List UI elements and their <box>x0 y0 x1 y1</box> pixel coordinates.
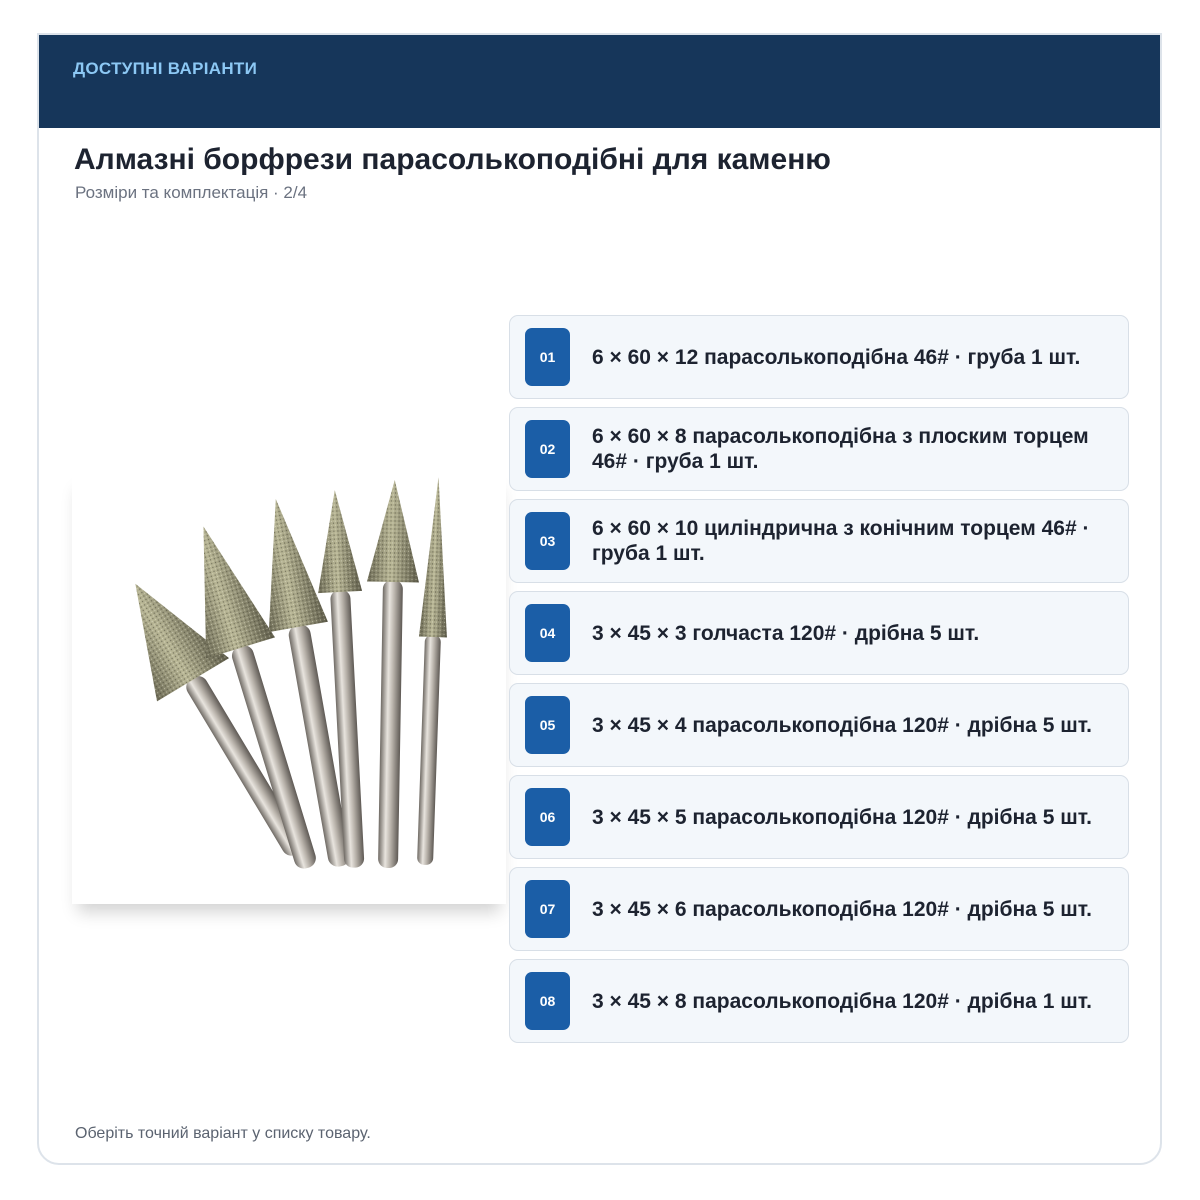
variant-number-badge: 05 <box>525 696 570 754</box>
variant-item-07[interactable] <box>509 867 1129 951</box>
variant-item-01[interactable] <box>509 315 1129 399</box>
variant-item-02[interactable] <box>509 407 1129 491</box>
variant-label: 3 × 45 × 6 парасолькоподібна 120# · дрібна 5 шт. <box>592 897 1092 921</box>
variant-label: 3 × 45 × 4 парасолькоподібна 120# · дрібна 5 шт. <box>592 713 1092 737</box>
page-subtitle: Розміри та комплектація · 2/4 <box>75 183 308 202</box>
variant-number-badge: 03 <box>525 512 570 570</box>
variant-label: 6 × 60 × 10 циліндрична з конічним торцем 46# · груба 1 шт. <box>592 517 1090 565</box>
diamond-burr-set-icon <box>72 470 506 904</box>
variant-number-badge: 08 <box>525 972 570 1030</box>
variant-number-badge: 02 <box>525 420 570 478</box>
page-title: Алмазні борфрези парасолькоподібні для каменю <box>74 143 831 176</box>
variant-item-04[interactable] <box>509 591 1129 675</box>
footer-note: Оберіть точний варіант у списку товару. <box>75 1125 371 1142</box>
variant-item-03[interactable] <box>509 499 1129 583</box>
variant-number-badge: 06 <box>525 788 570 846</box>
variant-label: 3 × 45 × 5 парасолькоподібна 120# · дрібна 5 шт. <box>592 805 1092 829</box>
variants-list <box>509 315 1129 1051</box>
variants-card <box>37 33 1162 1165</box>
variant-item-06[interactable] <box>509 775 1129 859</box>
header-label: ДОСТУПНІ ВАРІАНТИ <box>73 59 258 78</box>
variant-label: 3 × 45 × 8 парасолькоподібна 120# · дрібна 1 шт. <box>592 989 1092 1013</box>
variant-number-badge: 01 <box>525 328 570 386</box>
variant-label: 6 × 60 × 12 парасолькоподібна 46# · груба 1 шт. <box>592 345 1081 369</box>
variant-item-05[interactable] <box>509 683 1129 767</box>
variant-number-badge: 04 <box>525 604 570 662</box>
product-photo <box>72 470 506 904</box>
variant-number-badge: 07 <box>525 880 570 938</box>
variant-label: 3 × 45 × 3 голчаста 120# · дрібна 5 шт. <box>592 621 980 645</box>
variant-item-08[interactable] <box>509 959 1129 1043</box>
header-band <box>37 33 1162 128</box>
variant-label: 6 × 60 × 8 парасолькоподібна з плоским торцем 46# · груба 1 шт. <box>592 425 1089 473</box>
